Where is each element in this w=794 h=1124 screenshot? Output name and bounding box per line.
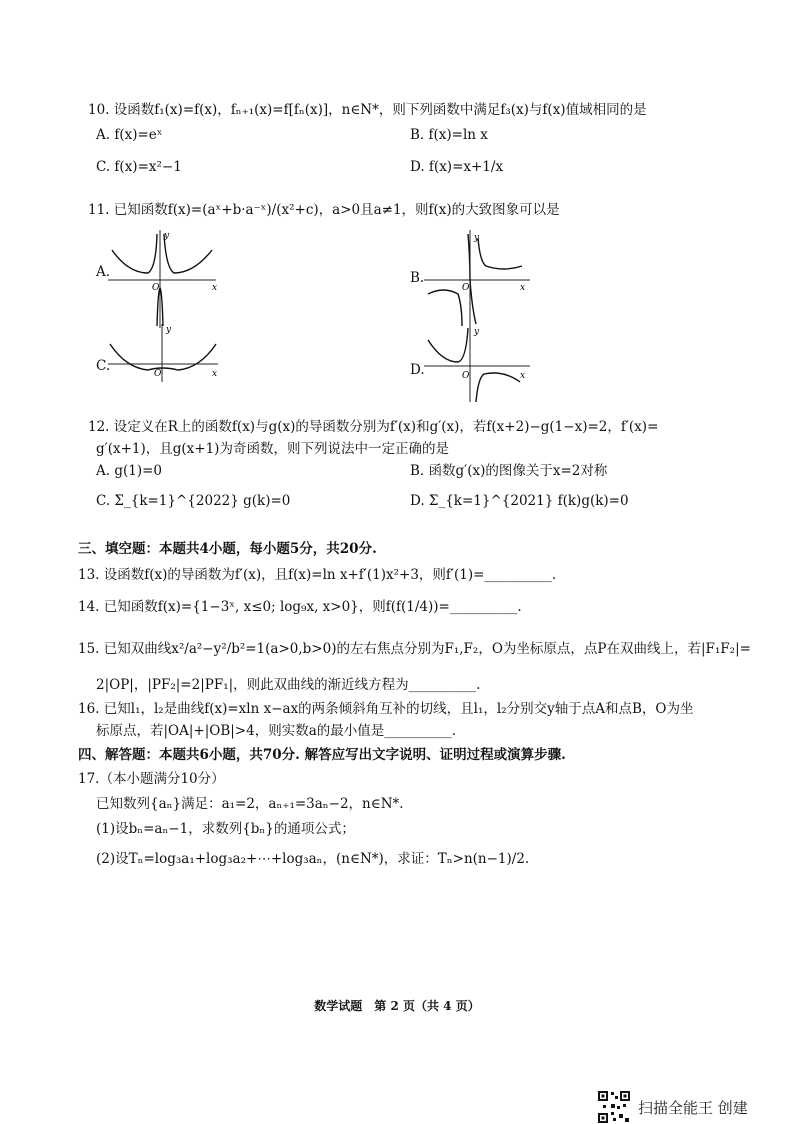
q11-option-d-label: D. <box>410 362 425 378</box>
q11-c-origin-label: O <box>154 369 162 379</box>
q12-option-c: C. Σ_{k=1}^{2022} g(k)=0 <box>96 493 291 509</box>
q16-text-line1: 16. 已知l₁，l₂是曲线f(x)=xln x−ax的两条倾斜角互补的切线，且l₁，l₂分别交y轴于点A和点B，O为坐 <box>78 701 694 717</box>
q11-option-a-label: A. <box>96 264 111 280</box>
q13-text: 13. 设函数f(x)的导函数为f′(x)，且f(x)=ln x+f′(1)x²+3，则f′(1)=__________. <box>78 567 557 583</box>
page-footer: 数学试题 第 2 页（共 4 页） <box>314 999 480 1013</box>
q12-option-a: A. g(1)=0 <box>96 463 162 479</box>
q15-text-line1: 15. 已知双曲线x²/a²−y²/b²=1(a>0,b>0)的左右焦点分别为F₁,F₂，O为坐标原点，点P在双曲线上，若|F₁F₂|= <box>78 641 751 657</box>
q11-graph-d <box>424 322 534 406</box>
q11-c-x-label: x <box>212 369 218 379</box>
q16-text-line2: 标原点，若|OA|+|OB|>4，则实数a的最小值是__________. <box>96 723 457 739</box>
q11-graph-c <box>108 322 220 384</box>
q14-text: 14. 已知函数f(x)={1−3ˣ, x≤0; log₉x, x>0}，则f(f(1/4))=__________. <box>78 599 522 615</box>
q11-graph-b <box>424 228 534 328</box>
q17-part2: (2)设Tₙ=log₃a₁+log₃a₂+⋯+log₃aₙ，(n∈N*)，求证：Tₙ>n(n−1)/2. <box>96 851 530 867</box>
q17-heading: 17.（本小题满分10分） <box>78 771 225 787</box>
q10-option-b: B. f(x)=ln x <box>410 127 488 143</box>
q11-b-x-label: x <box>520 283 526 293</box>
qr-code-icon <box>597 1090 631 1124</box>
q17-condition: 已知数列{aₙ}满足：a₁=2，aₙ₊₁=3aₙ−2，n∈N*. <box>96 796 404 812</box>
q11-b-origin-label: O <box>462 283 470 293</box>
q11-option-c-label: C. <box>96 358 111 374</box>
q12-stem-line2: g′(x+1)，且g(x+1)为奇函数，则下列说法中一定正确的是 <box>96 441 449 457</box>
scanner-watermark: 扫描全能王 创建 <box>638 1099 748 1117</box>
q12-option-d: D. Σ_{k=1}^{2021} f(k)g(k)=0 <box>410 493 629 509</box>
q15-text-line2: 2|OP|，|PF₂|=2|PF₁|，则此双曲线的渐近线方程为__________. <box>96 677 481 693</box>
q11-c-y-label: y <box>166 325 172 335</box>
q11-a-x-label: x <box>212 283 218 293</box>
q10-option-c: C. f(x)=x²−1 <box>96 159 182 175</box>
q11-a-origin-label: O <box>152 283 160 293</box>
section-solution-heading: 四、解答题：本题共6小题，共70分. 解答应写出文字说明、证明过程或演算步骤. <box>78 747 566 763</box>
q10-stem: 10. 设函数f₁(x)=f(x)，fₙ₊₁(x)=f[fₙ(x)]，n∈N*，则下列函数中满足f₃(x)与f(x)值域相同的是 <box>88 102 647 118</box>
q12-stem-line1: 12. 设定义在R上的函数f(x)与g(x)的导函数分别为f′(x)和g′(x)，若f(x+2)−g(1−x)=2，f′(x)= <box>88 419 659 435</box>
q17-part1: (1)设bₙ=aₙ−1，求数列{bₙ}的通项公式； <box>96 821 355 837</box>
q10-option-d: D. f(x)=x+1/x <box>410 159 504 175</box>
q11-d-y-label: y <box>474 327 480 337</box>
q11-d-origin-label: O <box>462 371 470 381</box>
q11-stem: 11. 已知函数f(x)=(aˣ+b·a⁻ˣ)/(x²+c)，a>0且a≠1，则f(x)的大致图象可以是 <box>88 202 560 218</box>
q11-option-b-label: B. <box>410 270 425 286</box>
q11-graph-a <box>108 228 218 328</box>
q12-option-b: B. 函数g′(x)的图像关于x=2对称 <box>410 463 608 479</box>
q11-a-y-label: y <box>164 231 170 241</box>
q10-option-a: A. f(x)=eˣ <box>96 127 163 143</box>
q11-d-x-label: x <box>520 371 526 381</box>
section-fill-in-heading: 三、填空题：本题共4小题，每小题5分，共20分. <box>78 541 377 557</box>
q11-b-y-label: y <box>474 233 480 243</box>
